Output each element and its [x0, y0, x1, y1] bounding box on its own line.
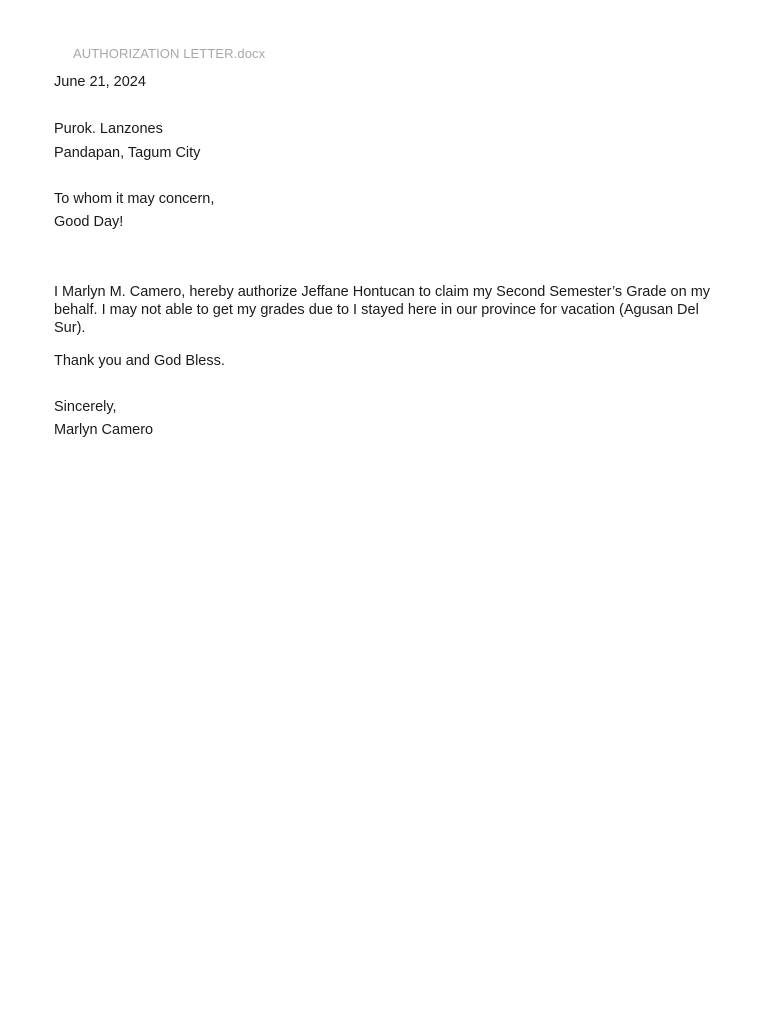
letter-signature: Marlyn Camero [54, 421, 154, 438]
letter-paragraph: I Marlyn M. Camero, hereby authorize Jeffane Hontucan to claim my Second Semester’s Grade on my behalf. I may not able to get my grades due to I stayed here in our province for vacation (Agusan Del Sur). [54, 284, 711, 336]
letter-greeting: Good Day! [54, 214, 124, 230]
address-line-1: Purok. Lanzones [54, 121, 163, 137]
letter-thanks: Thank you and God Bless. [54, 352, 225, 369]
letter-date: June 21, 2024 [54, 74, 146, 90]
address-line-2: Pandapan, Tagum City [54, 145, 201, 161]
letter-closing: Sincerely, [54, 398, 117, 415]
letter-salutation: To whom it may concern, [54, 191, 215, 207]
document-file-name: AUTHORIZATION LETTER.docx [73, 46, 266, 61]
letter-body [54, 73, 714, 439]
